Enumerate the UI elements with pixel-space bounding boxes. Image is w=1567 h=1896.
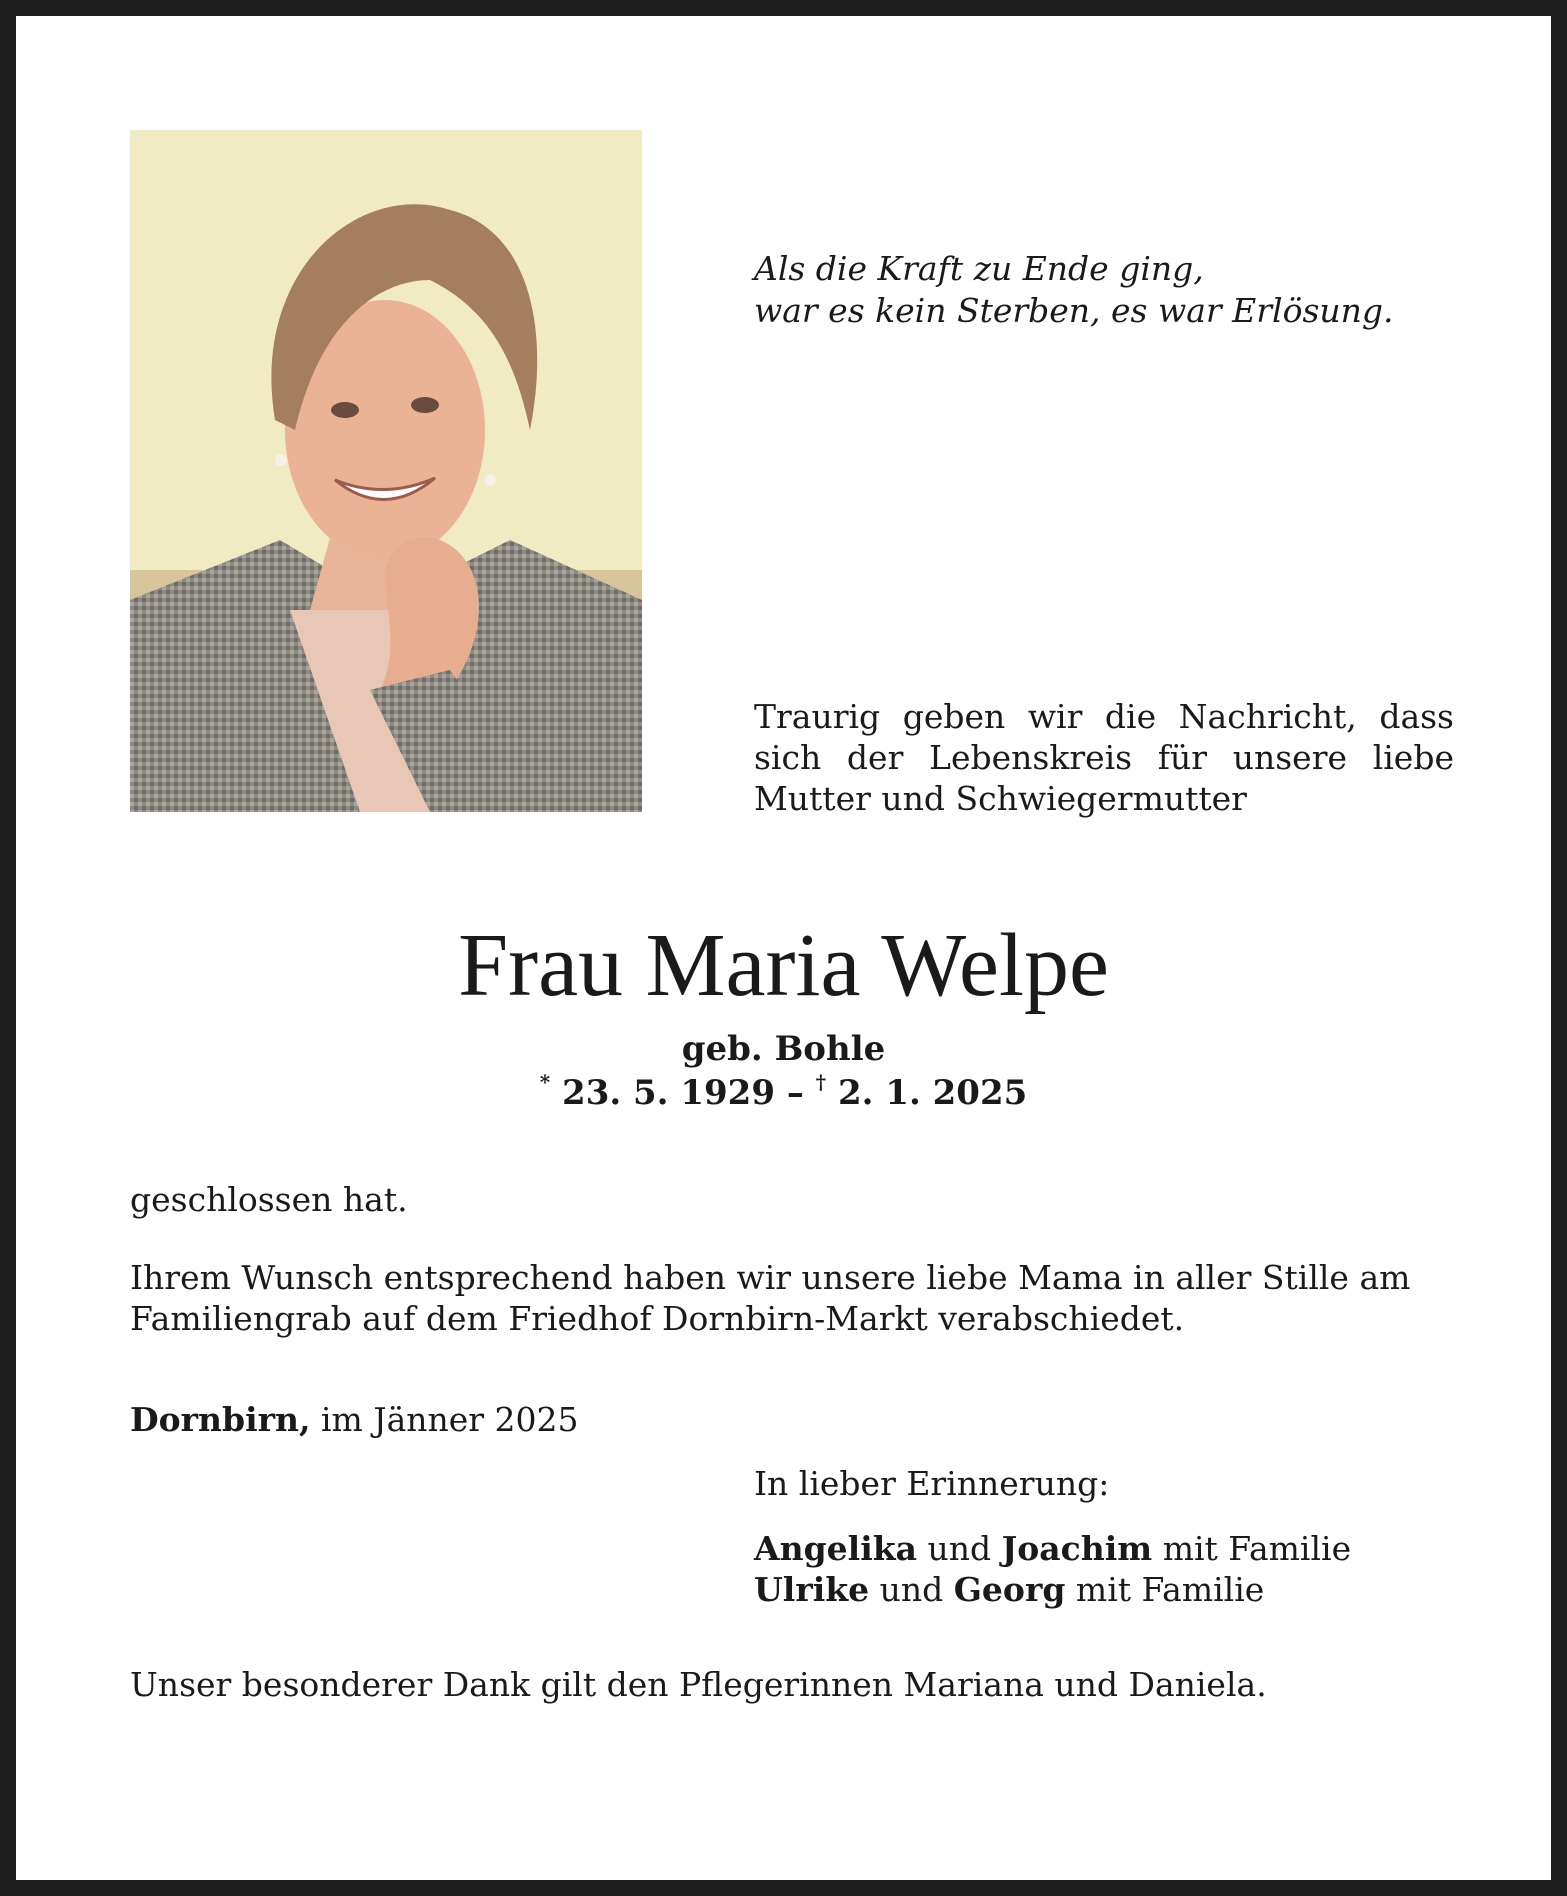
wish-line: Ihrem Wunsch entsprechend haben wir unsere liebe Mama in aller Stille am <box>130 1258 1411 1297</box>
closing-phrase: geschlossen hat. <box>130 1180 408 1219</box>
portrait-photo <box>130 130 642 812</box>
mourner-name: Georg <box>953 1570 1066 1609</box>
birth-name: geb. Bohle <box>681 1029 886 1069</box>
mourner-name: Angelika <box>754 1529 917 1568</box>
obituary-page <box>16 16 1551 1880</box>
farewell-paragraph <box>130 1257 1460 1339</box>
thanks-note: Unser besonderer Dank gilt den Pflegerinnen Mariana und Daniela. <box>130 1665 1267 1704</box>
deceased-name: Frau Maria Welpe <box>458 916 1109 1015</box>
death-symbol: † <box>815 1070 827 1094</box>
intro-line: Traurig geben wir die Nachricht, dass <box>754 697 1454 736</box>
place-and-date <box>130 1399 579 1441</box>
quote-line: Als die Kraft zu Ende ging, <box>754 249 1204 288</box>
memorial-quote <box>754 248 1454 332</box>
city: Dornbirn, <box>130 1400 311 1439</box>
date-separator: – <box>786 1073 804 1113</box>
mourner-suffix: mit Familie <box>1075 1570 1265 1609</box>
mourner-name: Joachim <box>1001 1529 1153 1568</box>
life-dates <box>16 1072 1551 1114</box>
intro-line: Mutter und Schwiegermutter <box>754 779 1247 818</box>
death-date: 2. 1. 2025 <box>837 1073 1028 1113</box>
mourner-conjunction: und <box>879 1570 944 1609</box>
birth-date: 23. 5. 1929 <box>562 1073 775 1113</box>
mourner-conjunction: und <box>927 1529 992 1568</box>
mourner-name: Ulrike <box>754 1570 870 1609</box>
quote-line: war es kein Sterben, es war Erlösung. <box>754 291 1394 330</box>
month-year: im Jänner 2025 <box>321 1400 579 1439</box>
wish-line: Familiengrab auf dem Friedhof Dornbirn-Markt verabschiedet. <box>130 1299 1185 1338</box>
mourner-row <box>754 1569 1351 1610</box>
announcement-intro <box>754 696 1454 819</box>
mourner-suffix: mit Familie <box>1162 1529 1352 1568</box>
mourner-row <box>754 1528 1351 1569</box>
intro-line: sich der Lebenskreis für unsere liebe <box>754 738 1454 777</box>
mourners-list <box>754 1528 1351 1610</box>
memory-label: In lieber Erinnerung: <box>754 1464 1110 1503</box>
birth-symbol: * <box>539 1070 551 1094</box>
